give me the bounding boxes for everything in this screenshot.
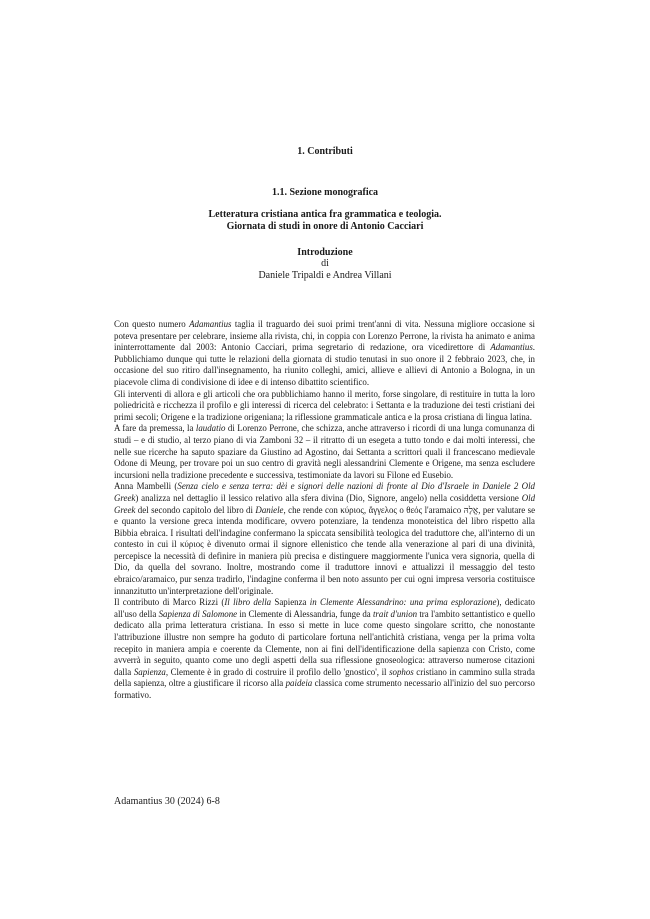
text-run: , Clemente è in grado di costruire il profilo dello 'gnostico', il: [165, 666, 390, 677]
body-paragraph: [114, 597, 535, 701]
text-run: di Lorenzo Perrone, che schizza, anche attraverso i ricordi di una lunga comunanza di studi – e di studio, al terzo piano di via Zamboni 32 – il ritratto di un esegeta a tutto tondo e dai molti interessi, che nelle sue ricerche ha saputo spaziare da Giustino ad Agostino, dai Settanta a scrittori quali il francescano medievale Odone di Meung, per trovare poi un suo centro di gravità negli alessandrini Clemente e Origene, ma senza escludere incursioni nella tradizione precedente e successiva, testimoniate da lavori su Filone ed Eusebio.: [114, 423, 535, 480]
italic-text-run: Daniele: [255, 504, 284, 515]
text-run: tra l'ambito settantistico e quello dedicato alla prima letteratura cristiana. In esso si mette in luce come questo singolare scritto, che nonostante l'attribuzione illustre non sempre ha goduto di particolare fortuna nell'antichità cristiana, venga per la prima volta recepito in maniera ampia e coerente da Clemente, non ai fini dell'identificazione della sapienza con Cristo, come avverrà in seguito, quanto come uno degli aspetti della sua riflessione gnoseologica: attraverso numerose citazioni dalla: [114, 608, 536, 677]
italic-text-run: sophos: [389, 666, 414, 677]
subsection-heading: 1.1. Sezione monografica: [271, 187, 379, 198]
text-run: Anna Mambelli (: [114, 481, 178, 492]
text-run: ), dedicato all'uso della: [114, 597, 535, 619]
text-run: A fare da premessa, la: [114, 423, 196, 434]
italic-text-run: trait d'union: [372, 608, 418, 619]
body-paragraph: [114, 389, 535, 424]
introduction-label: Introduzione: [297, 247, 353, 258]
text-run: cristiano in cammino sulla strada della sapienza, oltre a giustificare il ricorso alla: [114, 666, 535, 689]
body-paragraph: [114, 423, 535, 481]
italic-text-run: Adamantius: [189, 319, 232, 329]
text-run: Con questo numero: [114, 319, 190, 329]
authors: Daniele Tripaldi e Andrea Villani: [258, 270, 392, 281]
text-run: taglia il traguardo dei suoi primi trent'anni di vita. Nessuna migliore occasione si poteva presentare per celebrare, insieme alla rivista, chi, in coppia con Lorenzo Perrone, la rivista ha animato e anima ininterrottamente dal 2003: Antonio Cacciari, prima segretario di redazione, ora vicedirettore di: [114, 319, 536, 353]
italic-text-run: Old Greek: [114, 492, 535, 515]
italic-text-run: in Clemente Alessandrino: una prima esplorazione: [309, 597, 497, 608]
italic-text-run: Senza cielo e senza terra: dèi e signori delle nazioni di fronte al Dio d'Israele in: [177, 481, 480, 492]
text-run: del secondo capitolo del libro di: [135, 504, 256, 515]
text-run: classica come strumento necessario all'inizio del suo percorso formativo.: [114, 678, 535, 700]
text-run: in Clemente di Alessandria, funge da: [237, 608, 373, 619]
italic-text-run: Daniele 2 Old Greek: [114, 481, 535, 503]
article-title-line-1: Letteratura cristiana antica fra grammatica e teologia.: [208, 209, 442, 220]
text-run: Il contributo di Marco Rizzi (: [114, 597, 225, 608]
journal-footer: Adamantius 30 (2024) 6-8: [114, 796, 220, 807]
text-run: Gli interventi di allora e gli articoli che ora pubblichiamo hanno il merito, forse singolare, di restituire in tutta la loro poliedricità e ricchezza il profilo e gli interessi di ricerca del celebrato: i Settanta e la traduzione dei testi cristiani dei primi secoli; Origene e la tradizione origeniana; la riflessione grammaticale antica e la prosa cristiana di lingua latina.: [114, 388, 535, 422]
italic-text-run: Sapienza: [133, 666, 166, 677]
by-label: di: [321, 258, 329, 269]
text-run: , che rende con κύριος, ἄγγελος o θεός l'aramaico אֱלָהּ, per valutare se e quanto la versione greca intenda modificare, ovvero potenziare, la tendenza monoteistica del libro rispetto alla Bibbia ebraica. I risultati dell'indagine confermano la spiccata sensibilità teologica del traduttore che, all'interno di un contesto in cui il κύριος è divenuto ormai il signore ellenistico che tende alla venerazione al pari di una divinità, percepisce la necessità di definire in maniera più precisa e distinguere maggiormente l'unica vera signoria, quella di Dio, da quella del sovrano. Inoltre, mostrando come il traduttore innovi e attualizzi il messaggio del testo ebraico/aramaico, pur senza tradirlo, l'indagine conferma il ben noto assunto per cui ogni impresa versoria costituisce innanzitutto un'interpretazione dell'originale.: [114, 504, 536, 596]
text-run: Sapienza: [271, 597, 310, 608]
text-run: . Pubblichiamo dunque qui tutte le relazioni della giornata di studio tenutasi in suo onore il 2 febbraio 2023, che, in occasione del suo ritiro dall'insegnamento, ha riunito colleghi, amici, allieve e allievi di Antonio a Bologna, in un piacevole clima di condivisione di idee e di intenso dibattito scientifico.: [114, 342, 535, 387]
italic-text-run: Il libro della: [224, 597, 272, 608]
italic-text-run: paideia: [285, 678, 313, 689]
body-text: [114, 319, 535, 702]
article-title-line-2: Giornata di studi in onore di Antonio Cacciari: [226, 221, 424, 232]
section-heading: 1. Contributi: [297, 146, 353, 157]
italic-text-run: Adamantius: [490, 342, 533, 353]
text-run: ) analizza nel dettaglio il lessico relativo alla sfera divina (Dio, Signore, angelo) nella cosiddetta versione: [135, 492, 522, 503]
italic-text-run: laudatio: [195, 423, 226, 434]
italic-text-run: Sapienza di Salomone: [158, 608, 238, 619]
body-paragraph: [114, 319, 535, 389]
body-paragraph: [114, 481, 535, 597]
